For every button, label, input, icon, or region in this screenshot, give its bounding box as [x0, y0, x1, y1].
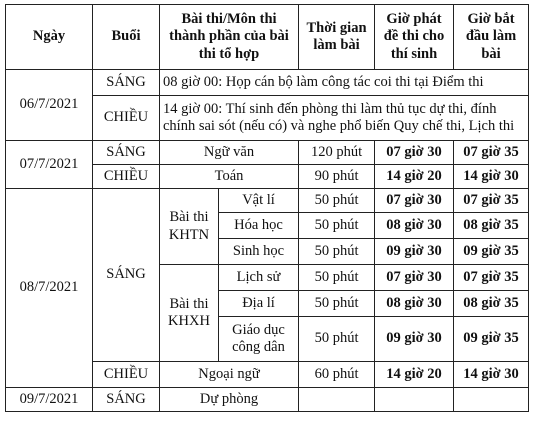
start-time-cell [454, 388, 529, 412]
subject-cell: Giáo dục công dân [219, 317, 299, 362]
session-cell: CHIỀU [93, 96, 160, 141]
date-cell: 07/7/2021 [6, 141, 93, 189]
subject-cell: Ngữ văn [160, 141, 299, 165]
distribute-time-cell: 07 giờ 30 [375, 141, 454, 165]
session-cell: SÁNG [93, 70, 160, 96]
header-start-time: Giờ bắt đầu làm bài [454, 5, 529, 70]
subject-cell: Lịch sử [219, 265, 299, 291]
duration-cell: 50 phút [299, 189, 375, 213]
subject-cell: Sinh học [219, 239, 299, 265]
duration-cell [299, 388, 375, 412]
session-cell: SÁNG [93, 189, 160, 362]
subject-cell: Ngoại ngữ [160, 362, 299, 388]
header-duration: Thời gian làm bài [299, 5, 375, 70]
distribute-time-cell: 09 giờ 30 [375, 317, 454, 362]
duration-cell: 50 phút [299, 291, 375, 317]
duration-cell: 50 phút [299, 265, 375, 291]
distribute-time-cell: 14 giờ 20 [375, 362, 454, 388]
table-row [6, 70, 529, 96]
date-cell: 06/7/2021 [6, 70, 93, 141]
duration-cell: 90 phút [299, 165, 375, 189]
exam-schedule-table [5, 4, 529, 412]
note-cell: 08 giờ 00: Họp cán bộ làm công tác coi thi tại Điểm thi [160, 70, 529, 96]
start-time-cell: 08 giờ 35 [454, 213, 529, 239]
distribute-time-cell: 07 giờ 30 [375, 189, 454, 213]
start-time-cell: 07 giờ 35 [454, 265, 529, 291]
header-date: Ngày [6, 5, 93, 70]
session-cell: SÁNG [93, 388, 160, 412]
date-cell: 09/7/2021 [6, 388, 93, 412]
duration-cell: 50 phút [299, 239, 375, 265]
distribute-time-cell [375, 388, 454, 412]
session-cell: CHIỀU [93, 165, 160, 189]
duration-cell: 50 phút [299, 213, 375, 239]
group-cell-khxh: Bài thi KHXH [160, 265, 219, 362]
note-cell: 14 giờ 00: Thí sinh đến phòng thi làm thủ tục dự thi, đính chính sai sót (nếu có) và nghe phổ biến Quy chế thi, Lịch thi [160, 96, 529, 141]
distribute-time-cell: 09 giờ 30 [375, 239, 454, 265]
subject-cell: Hóa học [219, 213, 299, 239]
duration-cell: 50 phút [299, 317, 375, 362]
distribute-time-cell: 14 giờ 20 [375, 165, 454, 189]
distribute-time-cell: 08 giờ 30 [375, 291, 454, 317]
start-time-cell: 14 giờ 30 [454, 362, 529, 388]
header-subject: Bài thi/Môn thi thành phần của bài thi tổ hợp [160, 5, 299, 70]
header-row [6, 5, 529, 70]
table-row [6, 189, 529, 213]
header-session: Buổi [93, 5, 160, 70]
distribute-time-cell: 07 giờ 30 [375, 265, 454, 291]
table-row [6, 141, 529, 165]
table-row [6, 388, 529, 412]
start-time-cell: 09 giờ 35 [454, 239, 529, 265]
distribute-time-cell: 08 giờ 30 [375, 213, 454, 239]
start-time-cell: 07 giờ 35 [454, 141, 529, 165]
date-cell: 08/7/2021 [6, 189, 93, 388]
start-time-cell: 09 giờ 35 [454, 317, 529, 362]
duration-cell: 120 phút [299, 141, 375, 165]
subject-cell: Dự phòng [160, 388, 299, 412]
session-cell: SÁNG [93, 141, 160, 165]
subject-cell: Địa lí [219, 291, 299, 317]
session-cell: CHIỀU [93, 362, 160, 388]
duration-cell: 60 phút [299, 362, 375, 388]
group-cell-khtn: Bài thi KHTN [160, 189, 219, 265]
subject-cell: Vật lí [219, 189, 299, 213]
start-time-cell: 08 giờ 35 [454, 291, 529, 317]
start-time-cell: 14 giờ 30 [454, 165, 529, 189]
header-distribute-time: Giờ phát đề thi cho thí sinh [375, 5, 454, 70]
subject-cell: Toán [160, 165, 299, 189]
start-time-cell: 07 giờ 35 [454, 189, 529, 213]
